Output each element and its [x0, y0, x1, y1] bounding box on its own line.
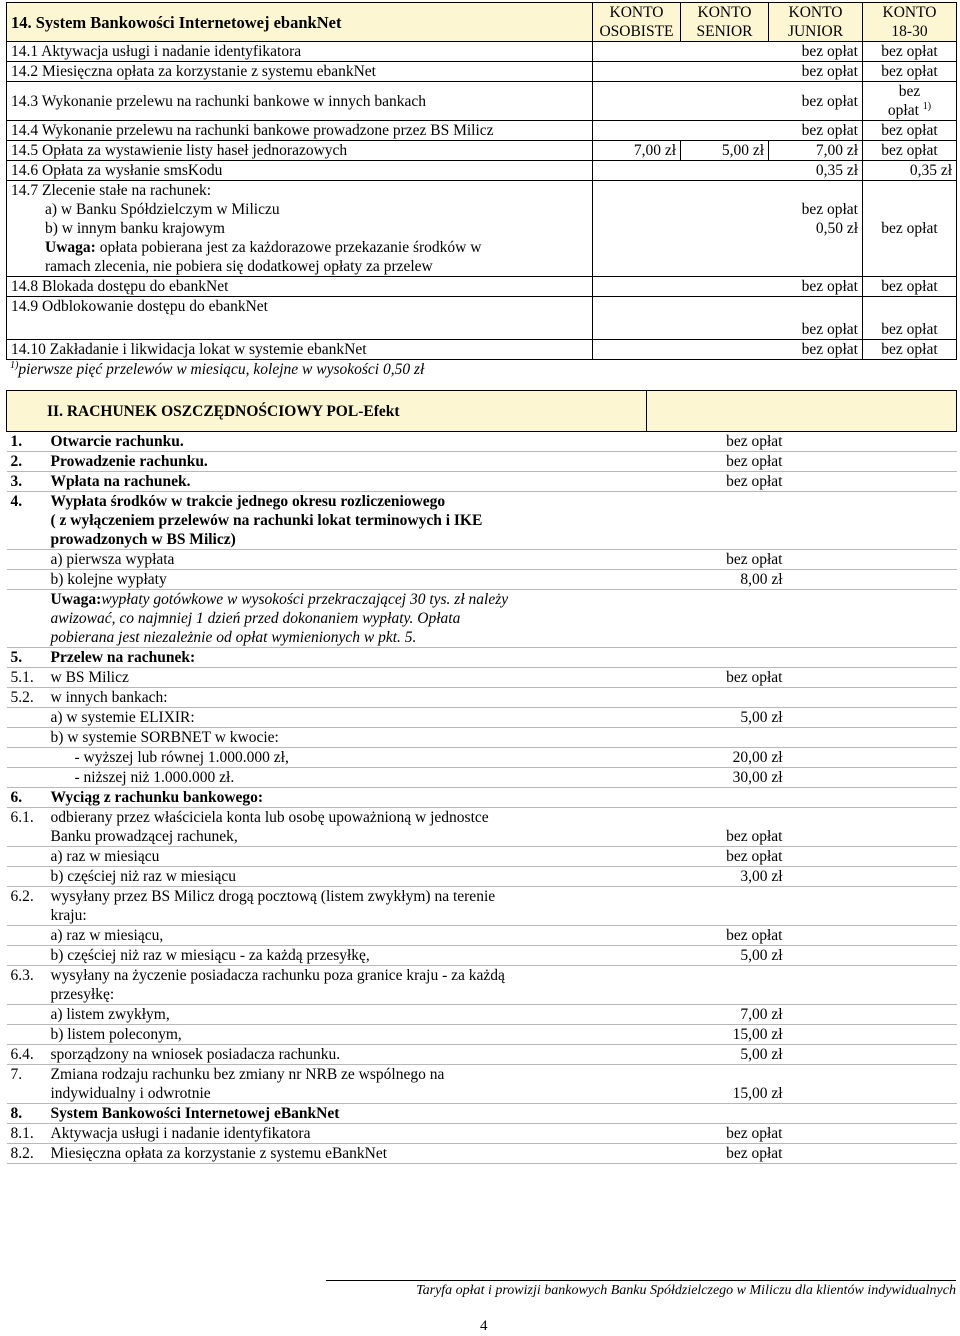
- row-number: 6.1.: [7, 808, 47, 847]
- column-header-osobiste: KONTO OSOBISTE: [593, 3, 681, 42]
- row-number: [7, 847, 47, 867]
- row-description: Aktywacja usługi i nadanie identyfikatora: [47, 1124, 647, 1144]
- row-number: 5.1.: [7, 668, 47, 688]
- fee-row: [7, 1045, 957, 1065]
- row-fee: 5,00 zł: [647, 1045, 787, 1065]
- row-fee: bez opłat: [647, 472, 787, 492]
- row-fee: 30,00 zł: [647, 768, 787, 788]
- row-description: Otwarcie rachunku.: [47, 432, 647, 452]
- row-description: b) częściej niż raz w miesiącu - za każdą przesyłkę,: [47, 946, 647, 966]
- fee-row: [7, 432, 957, 452]
- row-description: a) pierwsza wypłata: [47, 550, 647, 570]
- row-fee: [647, 648, 787, 668]
- row-number: [7, 768, 47, 788]
- row-number: [7, 590, 47, 648]
- row-fee: 5,00 zł: [647, 946, 787, 966]
- fee-row: [7, 1124, 957, 1144]
- fee-row: [7, 847, 957, 867]
- row-description: b) w systemie SORBNET w kwocie:: [47, 728, 647, 748]
- row-number: [7, 550, 47, 570]
- fee-row-14-6: 14.6 Opłata za wysłanie smsKodu 0,35 zł 0,35 zł: [7, 161, 957, 181]
- fee-row: [7, 648, 957, 668]
- row-description: System Bankowości Internetowej eBankNet: [47, 1104, 647, 1124]
- row-fee: bez opłat: [647, 668, 787, 688]
- row-fee: [647, 887, 787, 926]
- row-description: a) raz w miesiącu,: [47, 926, 647, 946]
- row-number: [7, 946, 47, 966]
- fee-row: [7, 550, 957, 570]
- row-description: Prowadzenie rachunku.: [47, 452, 647, 472]
- row-number: 3.: [7, 472, 47, 492]
- fee-row: [7, 887, 957, 926]
- section-header-row: [7, 391, 957, 432]
- row-description: b) częściej niż raz w miesiącu: [47, 867, 647, 887]
- fee-row: [7, 1025, 957, 1045]
- savings-account-fee-table: [6, 390, 957, 1164]
- row-fee: 8,00 zł: [647, 570, 787, 590]
- row-description: a) w systemie ELIXIR:: [47, 708, 647, 728]
- row-number: [7, 926, 47, 946]
- fee-row: [7, 452, 957, 472]
- row-description: Uwaga:wypłaty gotówkowe w wysokości przekraczającej 30 tys. zł należy awizować, co najmniej 1 dzień przed dokonaniem wypłaty. Opłata pobierana jest niezależnie od opłat wymienionych w pkt. 5.: [47, 590, 647, 648]
- row-description: w BS Milicz: [47, 668, 647, 688]
- row-fee: bez opłat: [647, 550, 787, 570]
- row-number: [7, 1005, 47, 1025]
- row-number: 2.: [7, 452, 47, 472]
- row-description: odbierany przez właściciela konta lub osobę upoważnioną w jednostce Banku prowadzącej rachunek,: [47, 808, 647, 847]
- row-number: 5.: [7, 648, 47, 668]
- row-number: 6.3.: [7, 966, 47, 1005]
- document-page: [6, 2, 956, 1164]
- row-description: w innych bankach:: [47, 688, 647, 708]
- row-description: Wyciąg z rachunku bankowego:: [47, 788, 647, 808]
- fee-row-14-5: 14.5 Opłata za wystawienie listy haseł jednorazowych 7,00 zł 5,00 zł 7,00 zł bez opłat: [7, 141, 957, 161]
- row-fee: bez opłat: [647, 808, 787, 847]
- row-number: 8.1.: [7, 1124, 47, 1144]
- fee-row: [7, 966, 957, 1005]
- row-description: a) listem zwykłym,: [47, 1005, 647, 1025]
- fee-row: [7, 946, 957, 966]
- fee-row: [7, 492, 957, 550]
- fee-row: [7, 1065, 957, 1104]
- row-description: sporządzony na wniosek posiadacza rachunku.: [47, 1045, 647, 1065]
- fee-row: [7, 1005, 957, 1025]
- column-header-senior: KONTO SENIOR: [681, 3, 769, 42]
- fee-row-14-4: 14.4 Wykonanie przelewu na rachunki bankowe prowadzone przez BS Milicz bez opłat bez opłat: [7, 121, 957, 141]
- row-number: 5.2.: [7, 688, 47, 708]
- fee-row: [7, 708, 957, 728]
- fee-row: [7, 668, 957, 688]
- fee-row-14-1: 14.1 Aktywacja usługi i nadanie identyfikatora bez opłat bez opłat: [7, 42, 957, 62]
- row-fee: [647, 966, 787, 1005]
- row-description: Wypłata środków w trakcie jednego okresu rozliczeniowego ( z wyłączeniem przelewów na rachunki lokat terminowych i IKE prowadzonych w BS Milicz): [47, 492, 647, 550]
- row-description: Zmiana rodzaju rachunku bez zmiany nr NRB ze wspólnego na indywidualny i odwrotnie: [47, 1065, 647, 1104]
- row-description: Przelew na rachunek:: [47, 648, 647, 668]
- row-fee: [647, 590, 787, 648]
- row-fee: [647, 688, 787, 708]
- fee-row: [7, 472, 957, 492]
- row-number: 6.4.: [7, 1045, 47, 1065]
- fee-row: [7, 728, 957, 748]
- fee-row: [7, 748, 957, 768]
- row-description: - niższej niż 1.000.000 zł.: [47, 768, 647, 788]
- row-fee: bez opłat: [647, 847, 787, 867]
- row-fee: [647, 788, 787, 808]
- fee-row: [7, 1144, 957, 1164]
- row-fee: 15,00 zł: [647, 1025, 787, 1045]
- section-title: II. RACHUNEK OSZCZĘDNOŚCIOWY POL-Efekt: [7, 391, 647, 432]
- row-fee: [647, 492, 787, 550]
- page-footer: Taryfa opłat i prowizji bankowych Banku Spółdzielczego w Miliczu dla klientów indywidualnych: [326, 1280, 956, 1299]
- fee-row: [7, 926, 957, 946]
- fee-row: [7, 570, 957, 590]
- row-number: 8.2.: [7, 1144, 47, 1164]
- column-header-junior: KONTO JUNIOR: [769, 3, 863, 42]
- fee-row: [7, 808, 957, 847]
- row-fee: [647, 1104, 787, 1124]
- column-header-18-30: KONTO 18-30: [863, 3, 957, 42]
- row-fee: [647, 728, 787, 748]
- row-fee: 20,00 zł: [647, 748, 787, 768]
- row-description: wysyłany na życzenie posiadacza rachunku poza granice kraju - za każdą przesyłkę:: [47, 966, 647, 1005]
- fee-row: [7, 590, 957, 648]
- page-number: 4: [480, 1318, 488, 1334]
- fee-row-14-7: 14.7 Zlecenie stałe na rachunek: a) w Banku Spółdzielczym w Miliczu b) w innym banku krajowym Uwaga: opłata pobierana jest za każdorazowe przekazanie środków w ramach zlecenia, nie pobiera się dodatkowej opłaty za przelew bez opłat 0,50 zł bez opłat: [7, 181, 957, 277]
- row-number: 6.: [7, 788, 47, 808]
- fee-row-14-2: 14.2 Miesięczna opłata za korzystanie z systemu ebankNet bez opłat bez opłat: [7, 62, 957, 82]
- fee-row: [7, 867, 957, 887]
- row-fee: bez opłat: [647, 1124, 787, 1144]
- fee-row: [7, 1104, 957, 1124]
- fee-row-14-8: 14.8 Blokada dostępu do ebankNet bez opłat bez opłat: [7, 277, 957, 297]
- row-fee: bez opłat: [647, 926, 787, 946]
- fee-row-14-3: 14.3 Wykonanie przelewu na rachunki bankowe w innych bankach bez opłat bez opłat $^{1)}$: [7, 82, 957, 121]
- row-fee: bez opłat: [647, 452, 787, 472]
- row-number: [7, 748, 47, 768]
- fee-row: [7, 688, 957, 708]
- row-number: [7, 728, 47, 748]
- row-fee: 3,00 zł: [647, 867, 787, 887]
- section-header-row: [7, 3, 957, 42]
- row-fee: bez opłat: [647, 1144, 787, 1164]
- row-number: [7, 708, 47, 728]
- row-description: Miesięczna opłata za korzystanie z systemu eBankNet: [47, 1144, 647, 1164]
- row-number: 6.2.: [7, 887, 47, 926]
- row-description: a) raz w miesiącu: [47, 847, 647, 867]
- row-number: 8.: [7, 1104, 47, 1124]
- row-description: b) kolejne wypłaty: [47, 570, 647, 590]
- row-number: [7, 570, 47, 590]
- fee-row: [7, 768, 957, 788]
- row-number: [7, 1025, 47, 1045]
- row-fee: 5,00 zł: [647, 708, 787, 728]
- row-description: b) listem poleconym,: [47, 1025, 647, 1045]
- fee-row-14-10: 14.10 Zakładanie i likwidacja lokat w systemie ebankNet bez opłat bez opłat: [7, 340, 957, 360]
- row-fee: 15,00 zł: [647, 1065, 787, 1104]
- row-number: [7, 867, 47, 887]
- row-number: 7.: [7, 1065, 47, 1104]
- fee-row: [7, 788, 957, 808]
- row-fee: 7,00 zł: [647, 1005, 787, 1025]
- footnote: $^{1)}$pierwsze pięć przelewów w miesiącu, kolejne w wysokości 0,50 zł: [10, 359, 425, 378]
- row-description: - wyższej lub równej 1.000.000 zł,: [47, 748, 647, 768]
- ebanknet-fee-table: [6, 2, 957, 360]
- row-number: 1.: [7, 432, 47, 452]
- row-description: Wpłata na rachunek.: [47, 472, 647, 492]
- row-number: 4.: [7, 492, 47, 550]
- row-description: wysyłany przez BS Milicz drogą pocztową (listem zwykłym) na terenie kraju:: [47, 887, 647, 926]
- section-title: 14. System Bankowości Internetowej ebankNet: [7, 3, 593, 42]
- row-fee: bez opłat: [647, 432, 787, 452]
- fee-row-14-9: 14.9 Odblokowanie dostępu do ebankNet bez opłat bez opłat: [7, 297, 957, 340]
